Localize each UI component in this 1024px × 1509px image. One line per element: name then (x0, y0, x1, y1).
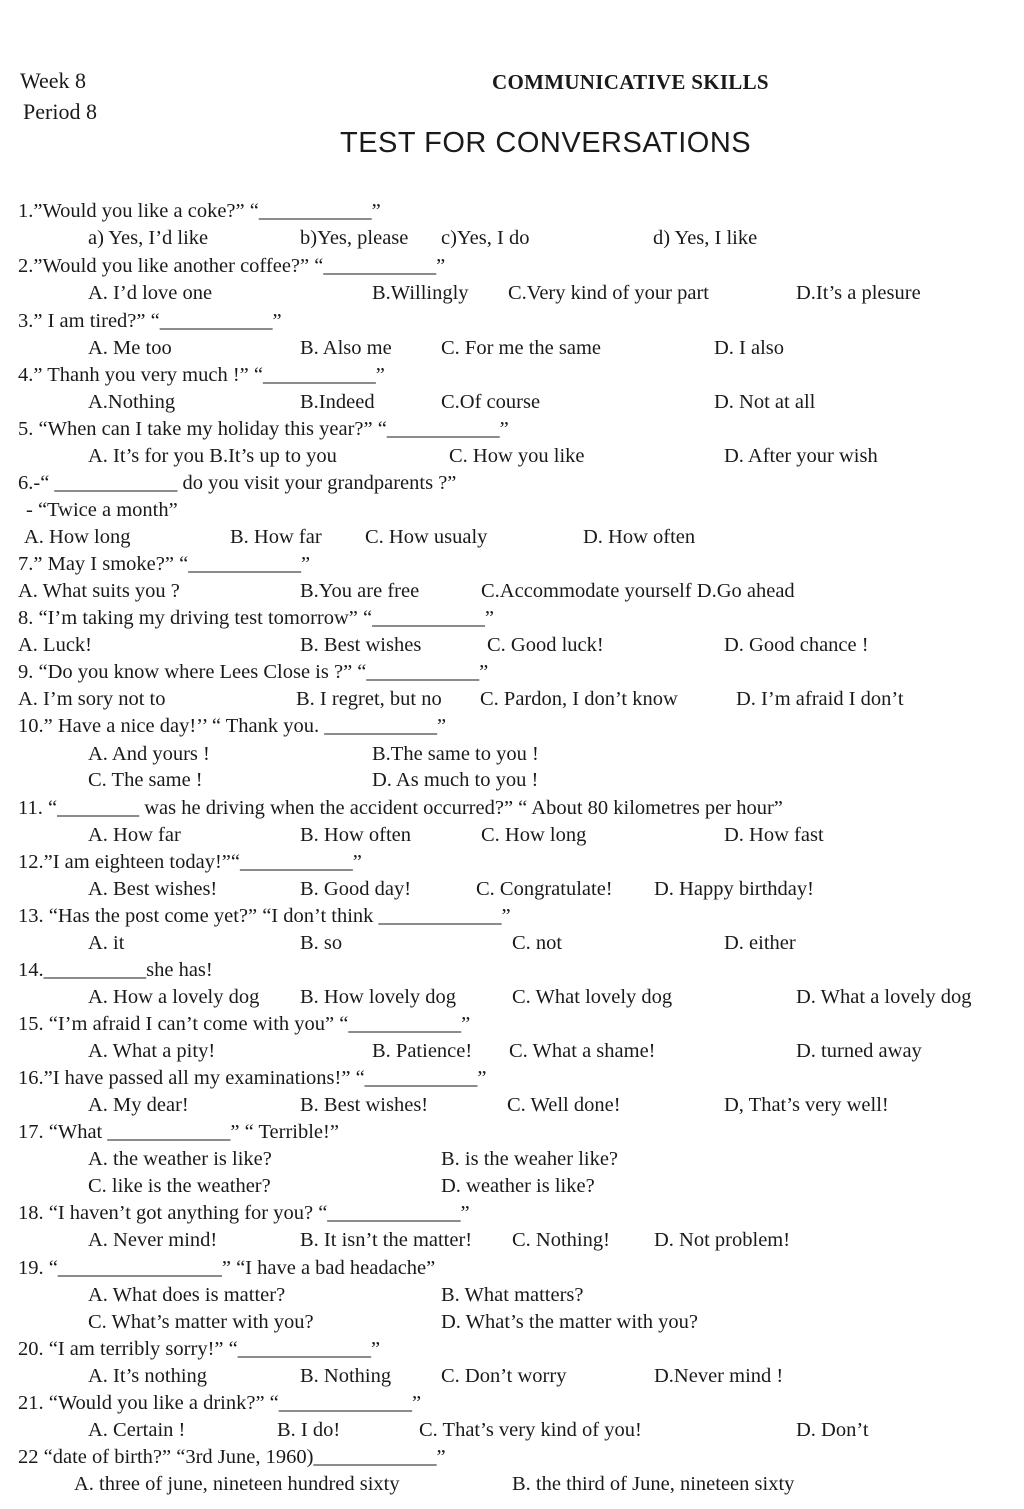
q7-option-a: A. What suits you ? (18, 580, 180, 602)
q1-option-a: a) Yes, I’d like (88, 227, 209, 249)
q9-option-c: C. Pardon, I don’t know (480, 688, 678, 710)
q9-option-b: B. I regret, but no (296, 688, 442, 710)
q11-option-b: B. How often (300, 824, 412, 846)
section-title: COMMUNICATIVE SKILLS (492, 70, 769, 94)
question-6: 6.-“ ____________ do you visit your grandparents ?” (18, 472, 457, 494)
question-13: 13. “Has the post come yet?” “I don’t think ____________” (18, 905, 511, 927)
question-22: 22 “date of birth?” “3rd June, 1960)____________” (18, 1446, 446, 1468)
question-1: 1.”Would you like a coke?” “___________” (18, 200, 381, 222)
q13-option-d: D. either (724, 932, 796, 954)
q5-option-c: C. How you like (449, 445, 585, 467)
q3-option-b: B. Also me (300, 337, 392, 359)
q18-option-b: B. It isn’t the matter! (300, 1229, 473, 1251)
question-2: 2.”Would you like another coffee?” “___________” (18, 255, 446, 277)
q6-option-c: C. How usualy (365, 526, 488, 548)
q1-option-d: d) Yes, I like (653, 227, 758, 249)
q13-option-c: C. not (512, 932, 563, 954)
q3-option-c: C. For me the same (441, 337, 601, 359)
q4-option-d: D. Not at all (714, 391, 816, 413)
period-label: Period 8 (23, 99, 97, 124)
q8-option-b: B. Best wishes (300, 634, 422, 656)
q16-option-b: B. Best wishes! (300, 1094, 429, 1116)
q15-option-a: A. What a pity! (88, 1040, 216, 1062)
q3-option-a: A. Me too (88, 337, 172, 359)
q14-option-d: D. What a lovely dog (796, 986, 972, 1008)
q11-option-a: A. How far (88, 824, 181, 846)
q3-option-d: D. I also (714, 337, 785, 359)
q16-option-c: C. Well done! (507, 1094, 621, 1116)
q16-option-a: A. My dear! (88, 1094, 189, 1116)
q20-option-b: B. Nothing (300, 1365, 392, 1387)
q17-option-c: C. like is the weather? (88, 1175, 271, 1197)
q13-option-b: B. so (300, 932, 343, 954)
question-5: 5. “When can I take my holiday this year?” “___________” (18, 418, 509, 440)
q14-option-a: A. How a lovely dog (88, 986, 260, 1008)
q22-option-a: A. three of june, nineteen hundred sixty (74, 1473, 400, 1495)
q13-option-a: A. it (88, 932, 125, 954)
question-12: 12.”I am eighteen today!”“___________” (18, 851, 362, 873)
question-16: 16.”I have passed all my examinations!” “___________” (18, 1067, 487, 1089)
q10-option-a: A. And yours ! (88, 743, 210, 765)
q1-option-c: c)Yes, I do (441, 227, 530, 249)
q17-option-a: A. the weather is like? (88, 1148, 272, 1170)
q2-option-d: D.It’s a plesure (796, 282, 921, 304)
q14-option-c: C. What lovely dog (512, 986, 673, 1008)
question-10: 10.” Have a nice day!’’ “ Thank you. ___________” (18, 715, 447, 737)
q22-option-b: B. the third of June, nineteen sixty (512, 1473, 795, 1495)
q9-option-a: A. I’m sory not to (18, 688, 166, 710)
question-18: 18. “I haven’t got anything for you? “_____________” (18, 1202, 470, 1224)
q18-option-a: A. Never mind! (88, 1229, 218, 1251)
q5-option-d: D. After your wish (724, 445, 878, 467)
q17-option-d: D. weather is like? (441, 1175, 595, 1197)
question-15: 15. “I’m afraid I can’t come with you” “___________” (18, 1013, 471, 1035)
q10-option-d: D. As much to you ! (372, 769, 539, 791)
q12-option-d: D. Happy birthday! (654, 878, 814, 900)
q1-option-b: b)Yes, please (300, 227, 409, 249)
q6-option-b: B. How far (230, 526, 322, 548)
q14-option-b: B. How lovely dog (300, 986, 457, 1008)
q18-option-c: C. Nothing! (512, 1229, 610, 1251)
question-11: 11. “________ was he driving when the accident occurred?” “ About 80 kilometres per hour” (18, 797, 783, 819)
q4-option-c: C.Of course (441, 391, 541, 413)
question-4: 4.” Thanh you very much !” “___________” (18, 364, 385, 386)
q20-option-d: D.Never mind ! (654, 1365, 784, 1387)
q2-option-c: C.Very kind of your part (508, 282, 709, 304)
q21-option-a: A. Certain ! (88, 1419, 186, 1441)
q7-option-cd: C.Accommodate yourself D.Go ahead (481, 580, 795, 602)
q6-option-d: D. How often (583, 526, 696, 548)
q6-option-a: A. How long (24, 526, 131, 548)
q15-option-b: B. Patience! (372, 1040, 473, 1062)
question-14: 14.__________she has! (18, 959, 213, 981)
q7-option-b: B.You are free (300, 580, 420, 602)
question-21: 21. “Would you like a drink?” “_____________” (18, 1392, 422, 1414)
q16-option-d: D, That’s very well! (724, 1094, 889, 1116)
q8-option-a: A. Luck! (18, 634, 93, 656)
q5-option-ab: A. It’s for you B.It’s up to you (88, 445, 337, 467)
question-19: 19. “________________” “I have a bad headache” (18, 1257, 436, 1279)
q2-option-b: B.Willingly (372, 282, 469, 304)
page-title: TEST FOR CONVERSATIONS (340, 127, 752, 159)
q12-option-c: C. Congratulate! (476, 878, 613, 900)
q19-option-b: B. What matters? (441, 1284, 584, 1306)
q19-option-d: D. What’s the matter with you? (441, 1311, 698, 1333)
question-8: 8. “I’m taking my driving test tomorrow” “___________” (18, 607, 494, 629)
q10-option-b: B.The same to you ! (372, 743, 539, 765)
q19-option-a: A. What does is matter? (88, 1284, 286, 1306)
q20-option-c: C. Don’t worry (441, 1365, 567, 1387)
q2-option-a: A. I’d love one (88, 282, 213, 304)
question-3: 3.” I am tired?” “___________” (18, 310, 282, 332)
q10-option-c: C. The same ! (88, 769, 203, 791)
q9-option-d: D. I’m afraid I don’t (736, 688, 904, 710)
q4-option-b: B.Indeed (300, 391, 375, 413)
question-7: 7.” May I smoke?” “___________” (18, 553, 311, 575)
q21-option-b: B. I do! (277, 1419, 341, 1441)
q11-option-d: D. How fast (724, 824, 824, 846)
q15-option-c: C. What a shame! (509, 1040, 656, 1062)
question-20: 20. “I am terribly sorry!” “_____________” (18, 1338, 381, 1360)
q20-option-a: A. It’s nothing (88, 1365, 208, 1387)
q15-option-d: D. turned away (796, 1040, 922, 1062)
q19-option-c: C. What’s matter with you? (88, 1311, 314, 1333)
q8-option-d: D. Good chance ! (724, 634, 869, 656)
question-9: 9. “Do you know where Lees Close is ?” “___________” (18, 661, 489, 683)
question-17: 17. “What ____________” “ Terrible!” (18, 1121, 339, 1143)
q11-option-c: C. How long (481, 824, 587, 846)
week-label: Week 8 (20, 68, 87, 93)
q21-option-c: C. That’s very kind of you! (419, 1419, 642, 1441)
q21-option-d: D. Don’t (796, 1419, 869, 1441)
q18-option-d: D. Not problem! (654, 1229, 791, 1251)
q12-option-a: A. Best wishes! (88, 878, 218, 900)
q12-option-b: B. Good day! (300, 878, 412, 900)
q6-reply: - “Twice a month” (26, 499, 178, 521)
q17-option-b: B. is the weaher like? (441, 1148, 619, 1170)
q8-option-c: C. Good luck! (487, 634, 604, 656)
q4-option-a: A.Nothing (88, 391, 176, 413)
